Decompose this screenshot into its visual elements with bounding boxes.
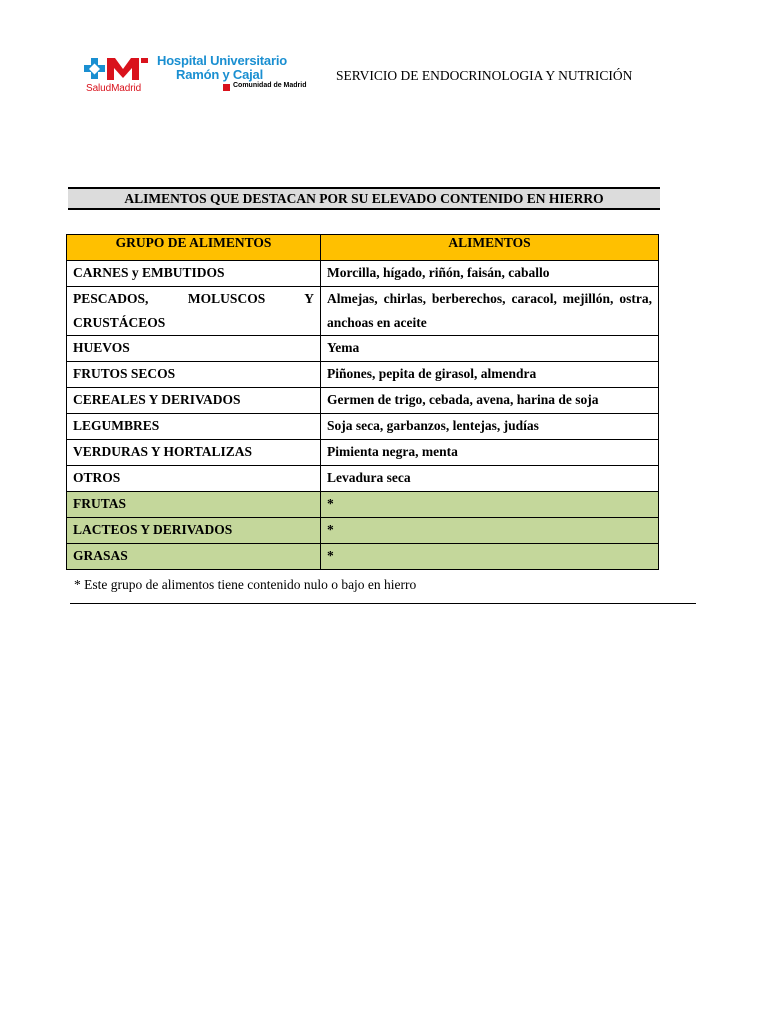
table-row [67,261,659,287]
document-title-bar [68,187,660,210]
region-name: Comunidad de Madrid [233,82,307,89]
foods-cell: Almejas, chirlas, berberechos, caracol, mejillón, ostra, anchoas en aceite [321,287,659,336]
food-group-cell: LACTEOS Y DERIVADOS [67,518,321,544]
foods-cell: Piñones, pepita de girasol, almendra [321,362,659,388]
salud-madrid-logo-icon [82,56,152,86]
table-row-low-iron [67,518,659,544]
food-group-cell: LEGUMBRES [67,414,321,440]
food-group-cell: VERDURAS Y HORTALIZAS [67,440,321,466]
foods-cell: * [321,544,659,570]
brand-name: SaludMadrid [86,83,142,94]
table-row-low-iron [67,492,659,518]
food-group-cell: PESCADOS, MOLUSCOS Y CRUSTÁCEOS [67,287,321,336]
service-title: SERVICIO DE ENDOCRINOLOGIA Y NUTRICIÓN [336,68,633,83]
food-group-cell: CEREALES Y DERIVADOS [67,388,321,414]
foods-cell: Pimienta negra, menta [321,440,659,466]
foods-cell: Yema [321,336,659,362]
foods-cell: Levadura seca [321,466,659,492]
hospital-name-line2: Ramón y Cajal [176,67,263,82]
column-header-foods: ALIMENTOS [321,235,659,261]
hospital-logo [82,52,314,98]
table-row [67,336,659,362]
column-header-group: GRUPO DE ALIMENTOS [67,235,321,261]
table-row [67,414,659,440]
table-row [67,440,659,466]
food-group-cell: FRUTOS SECOS [67,362,321,388]
table-row [67,362,659,388]
table-header-row [67,235,659,261]
foods-cell: Germen de trigo, cebada, avena, harina de soja [321,388,659,414]
divider [70,603,696,604]
foods-cell: Morcilla, hígado, riñón, faisán, caballo [321,261,659,287]
table-row [67,466,659,492]
footnote: * Este grupo de alimentos tiene contenido nulo o bajo en hierro [74,577,417,592]
iron-foods-table [66,234,659,570]
hospital-name-line1: Hospital Universitario [157,53,287,68]
foods-cell: * [321,518,659,544]
table-row-low-iron [67,544,659,570]
document-title: ALIMENTOS QUE DESTACAN POR SU ELEVADO CONTENIDO EN HIERRO [124,191,604,206]
table-row [67,287,659,336]
comunidad-madrid-icon [223,84,230,91]
foods-cell: Soja seca, garbanzos, lentejas, judías [321,414,659,440]
food-group-cell: CARNES y EMBUTIDOS [67,261,321,287]
food-group-cell: GRASAS [67,544,321,570]
table-row [67,388,659,414]
food-group-cell: FRUTAS [67,492,321,518]
food-group-cell: HUEVOS [67,336,321,362]
food-group-cell: OTROS [67,466,321,492]
foods-cell: * [321,492,659,518]
